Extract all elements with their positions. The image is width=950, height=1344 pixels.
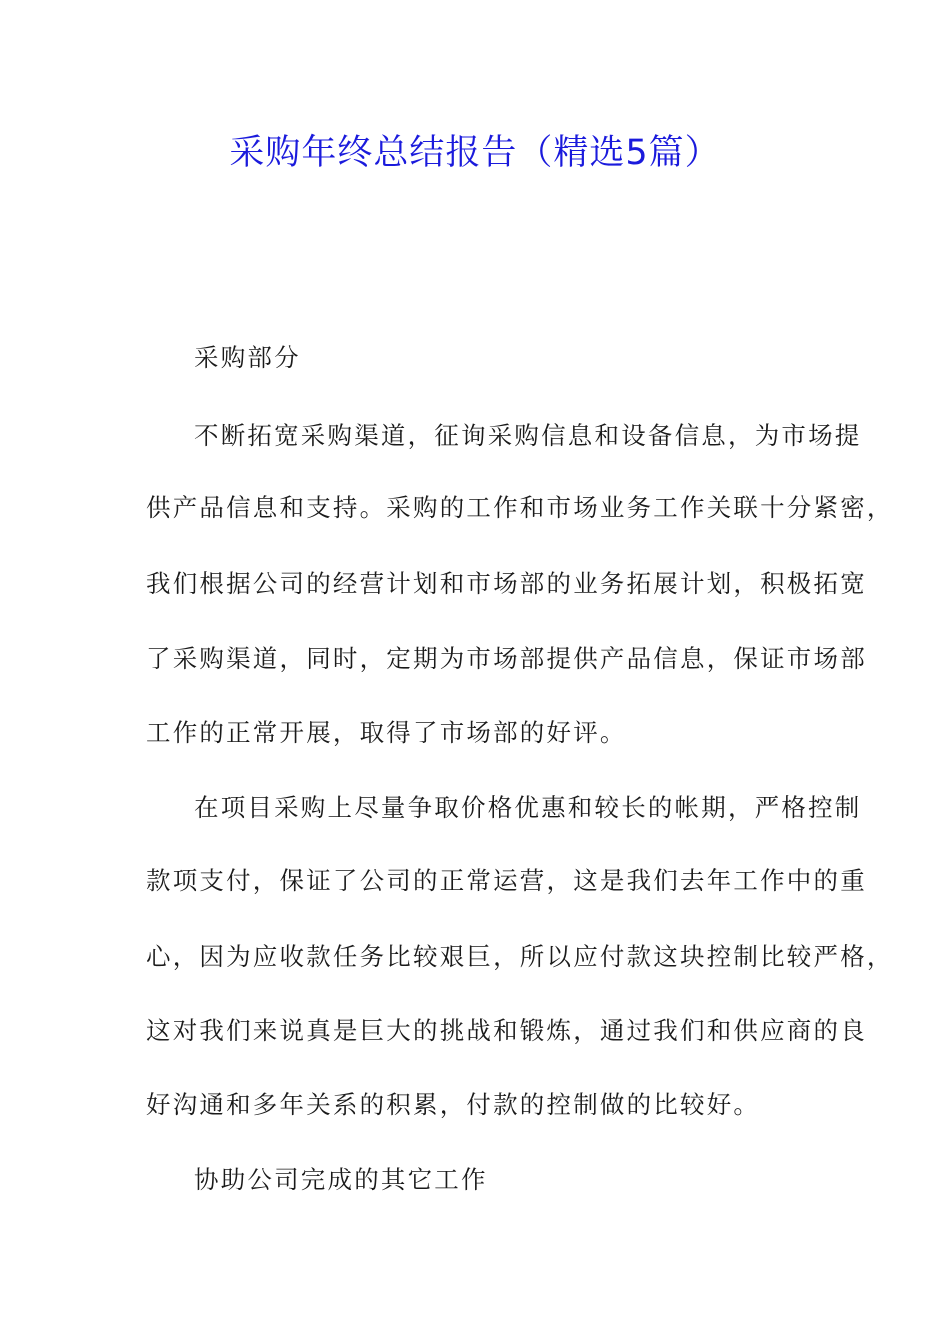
page-title: 采购年终总结报告（精选5篇）: [229, 133, 721, 173]
section-heading-procurement: 采购部分: [194, 343, 301, 372]
paragraph-line: 不断拓宽采购渠道，征询采购信息和设备信息，为市场提: [194, 421, 862, 450]
paragraph-line: 供产品信息和支持。采购的工作和市场业务工作关联十分紧密，: [146, 493, 894, 522]
paragraph-line: 这对我们来说真是巨大的挑战和锻炼，通过我们和供应商的良: [146, 1016, 867, 1045]
section-heading-other-work: 协助公司完成的其它工作: [194, 1165, 488, 1194]
paragraph-line: 好沟通和多年关系的积累，付款的控制做的比较好。: [146, 1090, 761, 1119]
paragraph-line: 了采购渠道，同时，定期为市场部提供产品信息，保证市场部: [146, 644, 867, 673]
paragraph-line: 我们根据公司的经营计划和市场部的业务拓展计划，积极拓宽: [146, 569, 867, 598]
paragraph-line: 款项支付，保证了公司的正常运营，这是我们去年工作中的重: [146, 866, 867, 895]
paragraph-line: 在项目采购上尽量争取价格优惠和较长的帐期，严格控制: [194, 793, 862, 822]
paragraph-line: 工作的正常开展，取得了市场部的好评。: [146, 718, 627, 747]
paragraph-line: 心，因为应收款任务比较艰巨，所以应付款这块控制比较严格，: [146, 942, 894, 971]
